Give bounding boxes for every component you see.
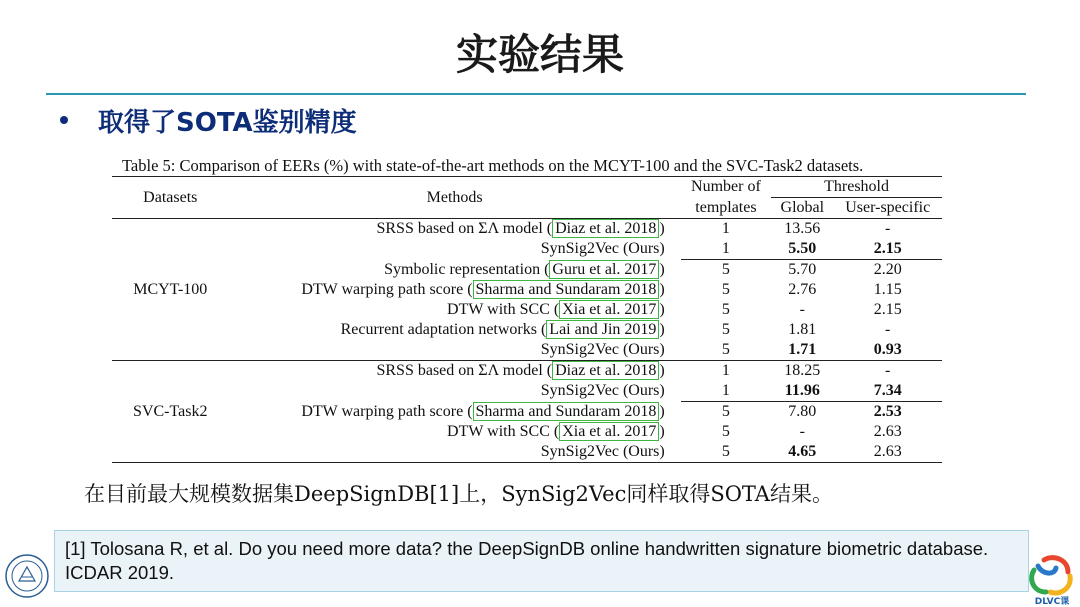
templates-cell: 5 <box>721 443 730 460</box>
citation-link[interactable]: Xia et al. 2017 <box>559 422 659 441</box>
dataset-cell-svc: SVC-Task2 <box>112 361 229 463</box>
header-user-specific: User-specific <box>833 198 942 219</box>
user-cell: 1.15 <box>873 281 902 298</box>
table-row <box>112 340 942 361</box>
logo-text-main: DLVC <box>1034 597 1061 607</box>
templates-cell: 5 <box>721 403 730 420</box>
templates-cell: 5 <box>721 261 730 278</box>
method-cell: Recurrent adaptation networks ( Lai and Jin 2019 ) <box>340 321 665 338</box>
table-row <box>112 402 942 423</box>
templates-cell: 1 <box>681 239 771 260</box>
method-cell: SynSig2Vec (Ours) <box>540 341 665 358</box>
table-row <box>112 239 942 260</box>
university-seal-icon <box>4 553 50 599</box>
header-global: Global <box>771 198 833 219</box>
method-name: Recurrent adaptation networks <box>340 321 537 338</box>
global-cell: 2.76 <box>788 281 817 298</box>
global-cell: 7.80 <box>788 403 817 420</box>
header-templates-line1: Number of <box>691 178 761 196</box>
header-methods: Methods <box>229 177 681 219</box>
templates-cell: 5 <box>721 321 730 338</box>
citation-link[interactable]: Diaz et al. 2018 <box>552 361 659 380</box>
global-cell: 1.71 <box>788 341 817 358</box>
table-row <box>112 219 942 240</box>
summary-text: 在目前最大规模数据集DeepSignDB[1]上，SynSig2Vec同样取得SOTA结果。 <box>84 482 833 506</box>
global-cell: 13.56 <box>784 220 821 237</box>
method-name: DTW with SCC <box>447 423 550 440</box>
table-row <box>112 381 942 402</box>
header-templates-line2: templates <box>681 198 771 219</box>
method-cell: DTW warping path score ( Sharma and Sundaram 2018 ) <box>301 402 665 420</box>
header-threshold: Threshold <box>771 177 942 198</box>
global-cell: - <box>799 423 805 440</box>
global-cell: 4.65 <box>788 443 817 460</box>
table-caption: Table 5: Comparison of EERs (%) with state-of-the-art methods on the MCYT-100 and the SVC-Task2 datasets. <box>122 156 864 175</box>
user-cell: 2.20 <box>873 261 902 278</box>
templates-cell: 1 <box>681 361 771 382</box>
method-name: DTW with SCC <box>447 301 550 318</box>
method-cell: SynSig2Vec (Ours) <box>540 240 665 258</box>
user-cell: 0.93 <box>873 341 902 358</box>
user-cell: - <box>833 361 942 382</box>
dlvc-logo-text <box>1024 594 1080 607</box>
global-cell: 11.96 <box>771 381 833 402</box>
citation-link[interactable]: Xia et al. 2017 <box>559 300 659 319</box>
bullet-dot-icon <box>60 116 68 124</box>
reference-box: [1] Tolosana R, et al. Do you need more data? the DeepSignDB online handwritten signature biometric database. ICDAR 2019. <box>54 530 1029 592</box>
table-row <box>112 280 942 300</box>
user-cell: - <box>885 321 891 338</box>
table-row <box>112 361 942 382</box>
method-name: SRSS based on ΣΛ model <box>376 362 543 379</box>
method-name: DTW warping path score <box>301 402 464 420</box>
logo-text-suffix: 课 <box>1060 597 1070 607</box>
bullet-point <box>60 102 357 138</box>
user-cell: - <box>885 220 891 237</box>
global-cell: 1.81 <box>788 321 817 338</box>
method-cell: SRSS based on ΣΛ model ( Diaz et al. 2018 ) <box>376 220 665 237</box>
method-cell: DTW with SCC ( Xia et al. 2017 ) <box>447 301 665 318</box>
method-name: DTW warping path score <box>301 281 464 298</box>
method-cell: DTW warping path score ( Sharma and Sundaram 2018 ) <box>301 281 665 298</box>
method-name: SRSS based on ΣΛ model <box>376 220 543 237</box>
table-row <box>112 320 942 340</box>
method-name: Symbolic representation <box>384 260 541 278</box>
table-header-row <box>112 177 942 198</box>
user-cell: 7.34 <box>833 381 942 402</box>
templates-cell: 5 <box>721 423 730 440</box>
method-cell: SynSig2Vec (Ours) <box>540 443 665 460</box>
title-divider <box>46 93 1026 95</box>
global-cell: 5.70 <box>788 261 817 278</box>
eer-comparison-table <box>112 176 942 463</box>
table-row <box>112 300 942 320</box>
templates-cell: 5 <box>721 281 730 298</box>
user-cell: 2.63 <box>873 423 902 440</box>
method-cell: SRSS based on ΣΛ model ( Diaz et al. 2018 ) <box>229 361 681 382</box>
method-cell: Symbolic representation ( Guru et al. 2017 ) <box>384 260 665 278</box>
citation-link[interactable]: Lai and Jin 2019 <box>546 320 659 339</box>
templates-cell: 1 <box>681 381 771 402</box>
method-cell: SynSig2Vec (Ours) <box>540 382 665 400</box>
citation-link[interactable]: Sharma and Sundaram 2018 <box>473 280 660 299</box>
citation-link[interactable]: Guru et al. 2017 <box>549 260 659 279</box>
user-cell: 2.15 <box>873 301 902 318</box>
method-cell: DTW with SCC ( Xia et al. 2017 ) <box>447 423 665 440</box>
user-cell: 2.63 <box>873 443 902 460</box>
citation-link[interactable]: Sharma and Sundaram 2018 <box>473 402 660 421</box>
global-cell: 5.50 <box>771 239 833 260</box>
templates-cell: 1 <box>721 220 730 237</box>
slide-title: 实验结果 <box>455 30 624 79</box>
header-datasets: Datasets <box>112 177 229 219</box>
templates-cell: 5 <box>721 341 730 358</box>
global-cell: - <box>799 301 805 318</box>
table-row <box>112 442 942 463</box>
table-row <box>112 422 942 442</box>
citation-link[interactable]: Diaz et al. 2018 <box>552 219 659 238</box>
user-cell: 2.15 <box>833 239 942 260</box>
global-cell: 18.25 <box>771 361 833 382</box>
user-cell: 2.53 <box>873 403 902 420</box>
bullet-text: 取得了SOTA鉴别精度 <box>98 107 357 138</box>
dataset-cell-mcyt: MCYT-100 <box>133 280 208 298</box>
templates-cell: 5 <box>721 301 730 318</box>
table-row <box>112 260 942 281</box>
